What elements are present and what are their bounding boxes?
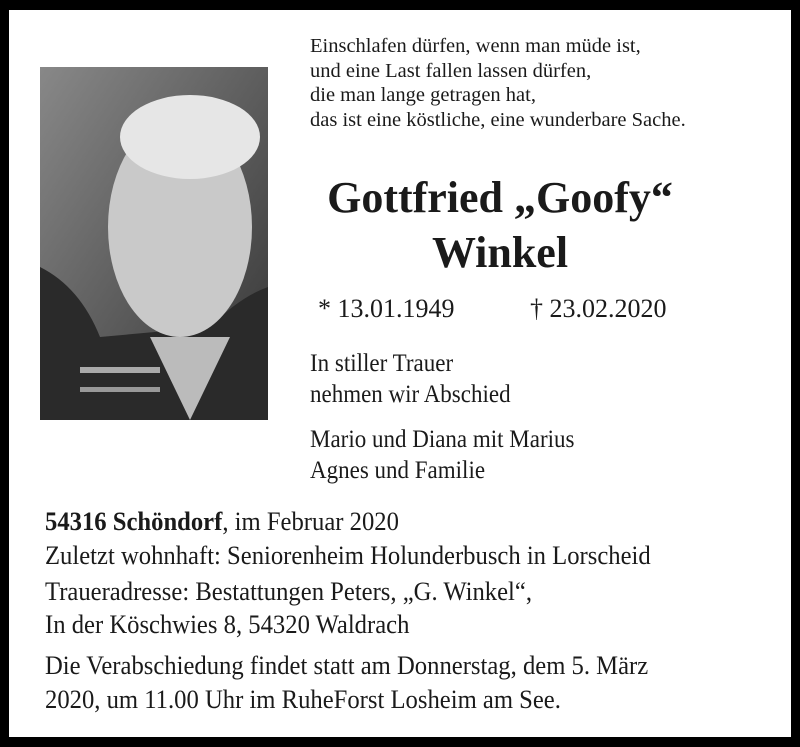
address-line: In der Köschwies 8, 54320 Waldrach	[45, 609, 410, 639]
poem-line: Einschlafen dürfen, wenn man müde ist,	[310, 35, 641, 57]
address-line: Traueradresse: Bestattungen Peters, „G. Winkel“,	[45, 576, 533, 606]
mourning-line: nehmen wir Abschied	[310, 381, 511, 408]
death-date: † 23.02.2020	[530, 294, 667, 323]
mourning-line: In stiller Trauer	[310, 350, 454, 377]
family-names	[310, 424, 574, 486]
poem-line: die man lange getragen hat,	[310, 84, 536, 106]
name-line-1: Gottfried „Goofy“	[327, 173, 673, 222]
portrait-photo	[40, 67, 268, 420]
ceremony-line: Die Verabschiedung findet statt am Donnerstag, dem 5. März	[45, 650, 649, 680]
residence: Zuletzt wohnhaft: Seniorenheim Holunderbusch in Lorscheid	[45, 540, 651, 570]
place-rest: , im Februar 2020	[222, 506, 399, 536]
place-bold: 54316 Schöndorf	[45, 506, 223, 536]
name-line-2: Winkel	[431, 228, 569, 277]
poem	[310, 34, 686, 132]
deceased-name	[290, 172, 710, 279]
family-line: Agnes und Familie	[310, 457, 486, 484]
family-line: Mario und Diana mit Marius	[310, 426, 575, 453]
ceremony-line: 2020, um 11.00 Uhr im RuheForst Losheim am See.	[45, 684, 561, 714]
place-date	[45, 506, 399, 537]
poem-line: das ist eine köstliche, eine wunderbare Sache.	[310, 108, 686, 131]
mourning-text	[310, 348, 511, 410]
poem-line: und eine Last fallen lassen dürfen,	[310, 59, 592, 82]
birth-date: * 13.01.1949	[318, 294, 455, 323]
